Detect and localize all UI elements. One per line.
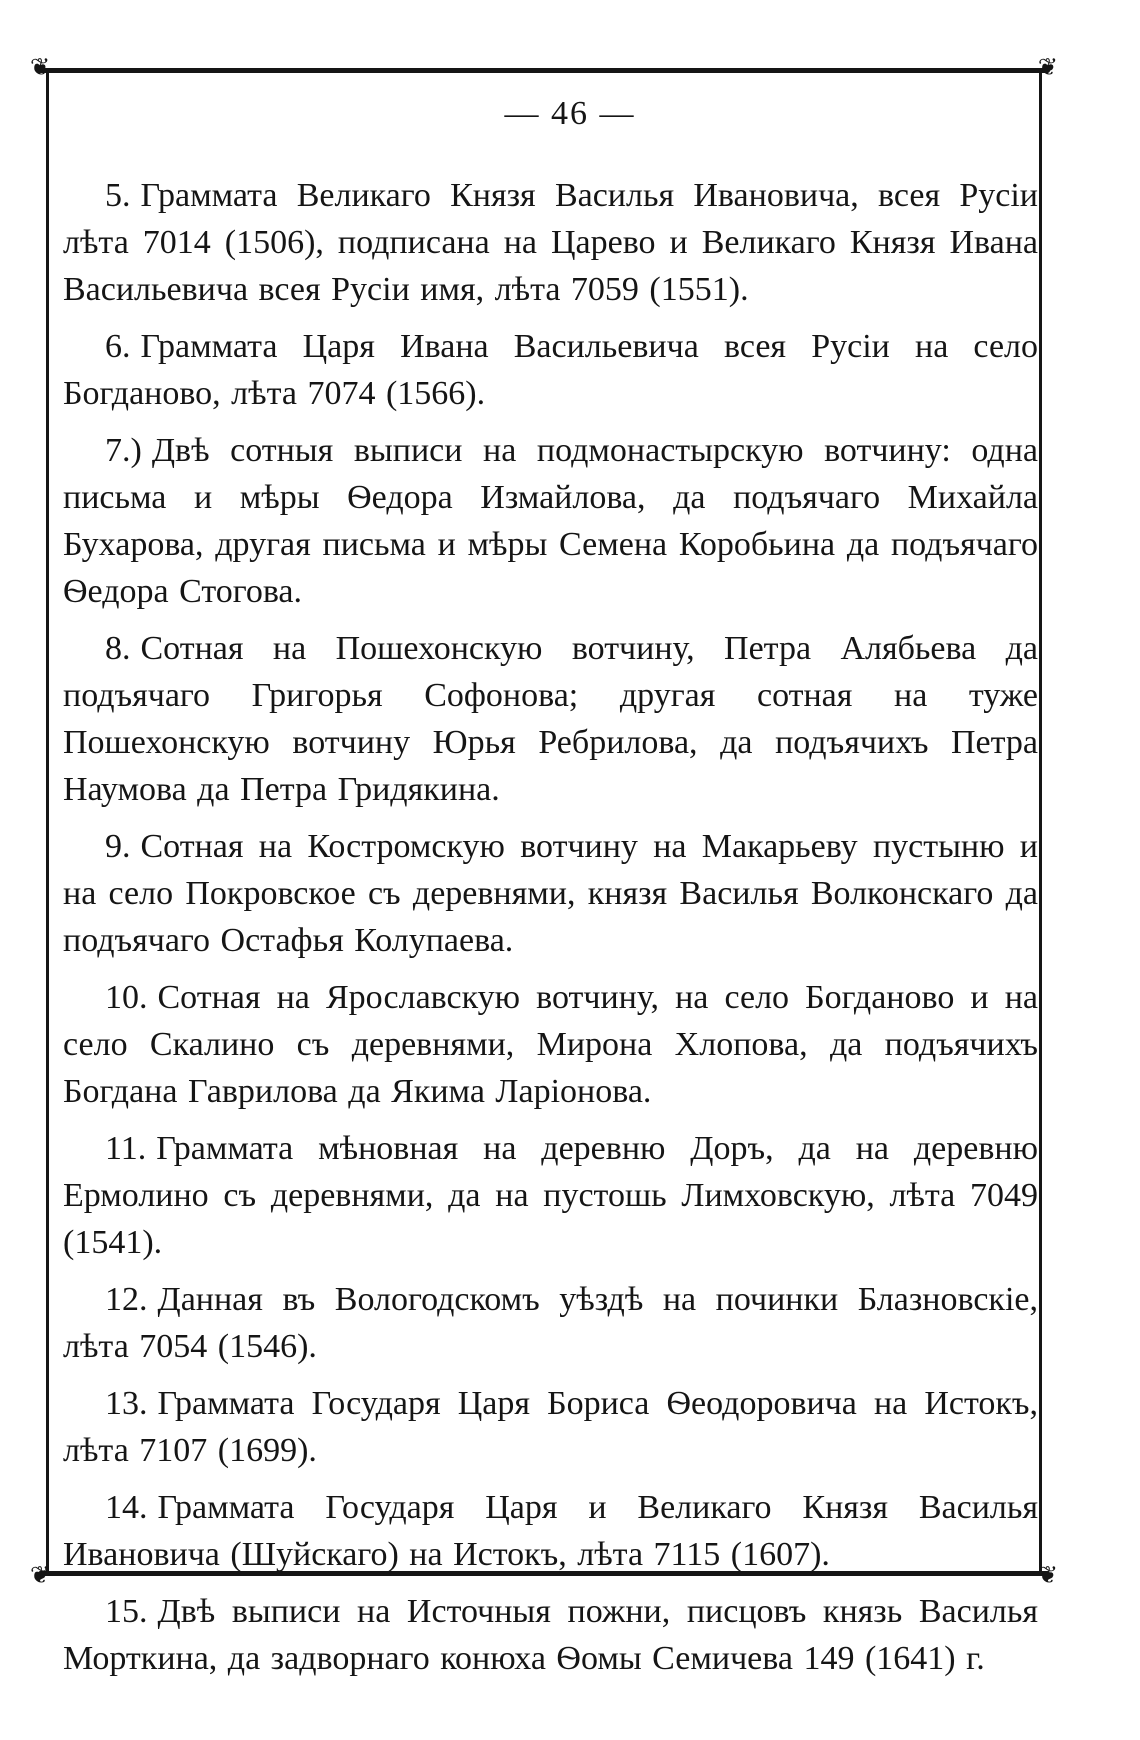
entry-text: Сотная на Ярославскую вотчину, на село Богданово и на село Скалино съ деревнями, Мирона Хлопова, да подъячихъ Богдана Гаврилова да Якима Ларіонова. xyxy=(63,979,1038,1110)
list-item xyxy=(63,823,1038,964)
entry-number: 6. xyxy=(105,328,131,365)
entry-text: Двѣ сотныя выписи на подмонастырскую вотчину: одна письма и мѣры Ѳедора Измайлова, да подъячаго Михайла Бухарова, другая письма и мѣры Семена Коробьина да подъячаго Ѳедора Стогова. xyxy=(63,432,1038,610)
ornament-flourish-icon: ❦ xyxy=(30,1563,51,1589)
list-item xyxy=(63,1588,1038,1682)
page-number: — 46 — xyxy=(504,95,636,132)
entry-text: Граммата мѣновная на деревню Доръ, да на деревню Ермолино съ деревнями, да на пустошь Лимховскую, лѣта 7049 (1541). xyxy=(63,1130,1038,1261)
list-item xyxy=(63,625,1038,813)
entry-text: Данная въ Вологодскомъ уѣздѣ на починки Блазновскіе, лѣта 7054 (1546). xyxy=(63,1281,1038,1365)
list-item xyxy=(63,1125,1038,1266)
list-item xyxy=(63,1380,1038,1474)
left-rule xyxy=(46,72,49,1572)
entry-number: 12. xyxy=(105,1281,148,1318)
entry-text: Сотная на Пошехонскую вотчину, Петра Алябьева да подъячаго Григорья Софонова; другая сотная на туже Пошехонскую вотчину Юрья Ребрилова, да подъячихъ Петра Наумова да Петра Гридякина. xyxy=(63,630,1038,808)
entry-text: Сотная на Костромскую вотчину на Макарьеву пустыню и на село Покровское съ деревнями, князя Василья Волконскаго да подъячаго Остафья Колупаева. xyxy=(63,828,1038,959)
entry-number: 9. xyxy=(105,828,131,865)
list-item xyxy=(63,427,1038,615)
top-rule xyxy=(38,68,1050,73)
entry-text: Граммата Великаго Князя Василья Ивановича, всея Русіи лѣта 7014 (1506), подписана на Царево и Великаго Князя Ивана Васильевича всея Русіи имя, лѣта 7059 (1551). xyxy=(63,177,1038,308)
entry-text: Граммата Государя Царя Бориса Ѳеодоровича на Истокъ, лѣта 7107 (1699). xyxy=(63,1385,1038,1469)
right-rule xyxy=(1039,72,1042,1572)
entry-number: 11. xyxy=(105,1130,147,1167)
ornament-flourish-icon: ❦ xyxy=(1037,1563,1058,1589)
entry-number: 8. xyxy=(105,630,131,667)
entry-text: Двѣ выписи на Источныя пожни, писцовъ князь Василья Морткина, да задворнаго конюха Ѳомы Семичева 149 (1641) г. xyxy=(63,1593,1038,1677)
entry-number: 13. xyxy=(105,1385,148,1422)
entry-number: 7.) xyxy=(105,432,142,469)
ornament-flourish-icon: ❦ xyxy=(30,55,51,81)
list-item xyxy=(63,974,1038,1115)
document-body xyxy=(63,172,1038,1682)
entry-text: Граммата Царя Ивана Васильевича всея Русіи на село Богданово, лѣта 7074 (1566). xyxy=(63,328,1038,412)
list-item xyxy=(63,172,1038,313)
list-item xyxy=(63,1276,1038,1370)
entry-number: 14. xyxy=(105,1489,148,1526)
ornament-flourish-icon: ❦ xyxy=(1037,55,1058,81)
entry-number: 15. xyxy=(105,1593,148,1630)
entry-number: 5. xyxy=(105,177,131,214)
entry-number: 10. xyxy=(105,979,148,1016)
list-item xyxy=(63,1484,1038,1578)
entry-text: Граммата Государя Царя и Великаго Князя Василья Ивановича (Шуйскаго) на Истокъ, лѣта 7115 (1607). xyxy=(63,1489,1038,1573)
list-item xyxy=(63,323,1038,417)
